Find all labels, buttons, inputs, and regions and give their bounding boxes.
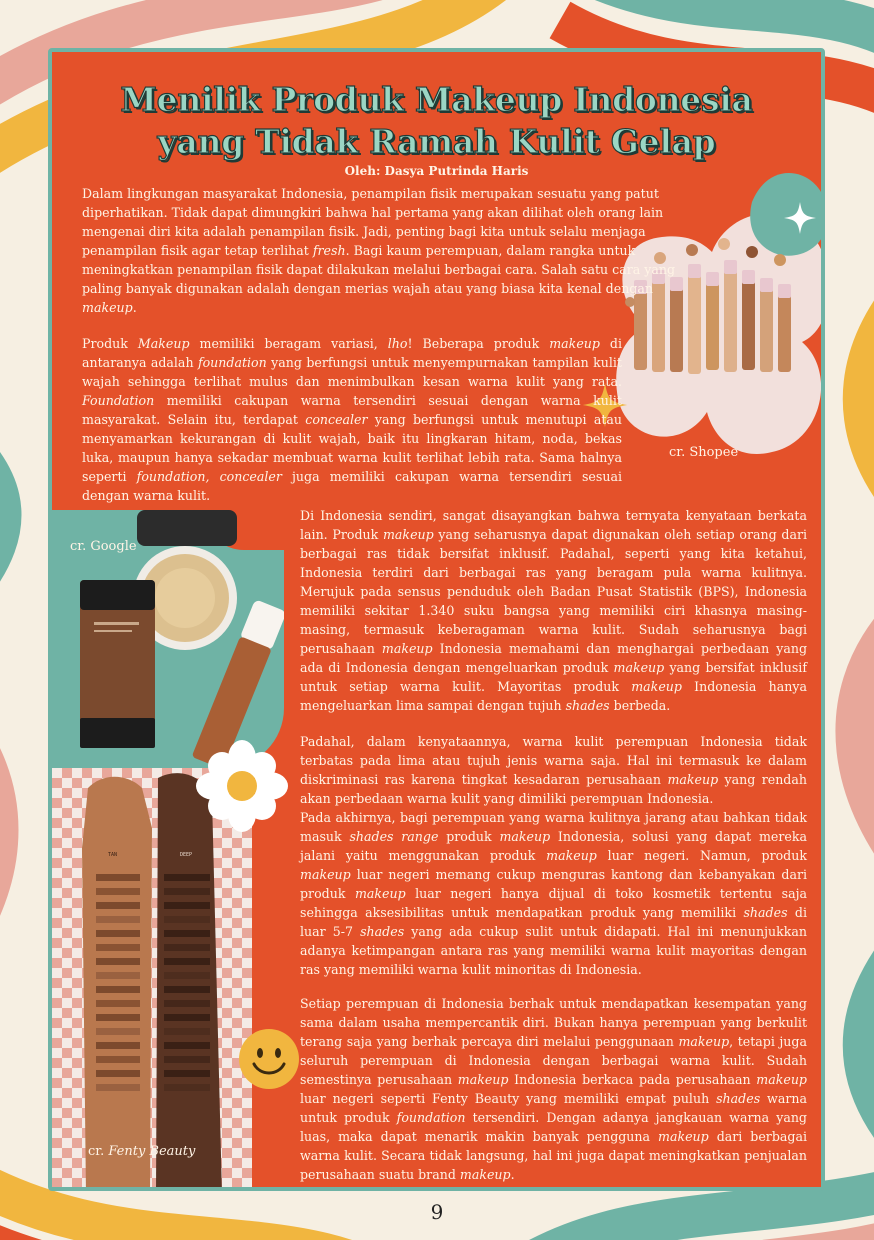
paragraph-indonesia: Di Indonesia sendiri, sangat disayangkan bahwa ternyata kenyataan berkata lain. Produk makeup yang seharusnya dapat digunakan oleh setiap orang dari berbagai ras tidak bersifat inklusif. Padahal, seperti yang kita ketahui, Indonesia terdiri dari berbagai ras yang beragam pula warna kulitnya. Merujuk pada sensus penduduk oleh Badan Pusat Statistik (BPS), Indonesia memiliki sekitar 1.340 suku bangsa yang memiliki ciri khasnya masing-masing, termasuk keberagaman warna kulit. Sudah seharusnya bagi perusahaan makeup Indonesia memahami dan menghargai perbedaan yang ada di Indonesia dengan mengeluarkan produk makeup yang bersifat inklusif untuk setiap warna kulit. Mayoritas produk makeup Indonesia hanya mengeluarkan lima sampai dengan tujuh shades berbeda. <box>300 508 808 713</box>
credit-fenty-prefix: cr. <box>88 1144 109 1159</box>
smiley-icon <box>238 1028 300 1090</box>
headline-line-1: Menilik Produk Makeup Indonesia <box>120 80 753 119</box>
paragraph-intro: Dalam lingkungan masyarakat Indonesia, penampilan fisik merupakan sesuatu yang patut diperhatikan. Tidak dapat dimungkiri bahwa hal pertama yang akan dilihat oleh orang lain mengenai diri kita adalah penampilan fisik. Jadi, penting bagi kita untuk selalu menjaga penampilan fisik agar tetap terlihat fresh. Bagi kaum perempuan, dalam rangka untuk meningkatkan penampilan fisik dapat dilakukan melalui berbagai cara. Salah satu cara yang paling banyak digunakan adalah dengan merias wajah atau yang biasa kita kenal dengan makeup. <box>82 186 676 315</box>
credit-shopee: cr. Shopee <box>669 445 739 460</box>
credit-fenty <box>88 1144 195 1159</box>
credit-fenty-name: Fenty Beauty <box>108 1144 196 1159</box>
paragraph-conclusion: Setiap perempuan di Indonesia berhak untuk mendapatkan kesempatan yang sama dalam usaha mempercantik diri. Bukan hanya perempuan yang berkulit terang saja yang berhak percaya diri melalui penggunaan makeup, tetapi juga seluruh perempuan di Indonesia dengan berbagai warna kulit. Sudah semestinya perusahaan makeup Indonesia berkaca pada perusahaan makeup luar negeri seperti Fenty Beauty yang memiliki empat puluh shades warna untuk produk foundation tersendiri. Dengan adanya jangkauan warna yang luas, maka dapat menarik makin banyak pengguna makeup dari berbagai warna kulit. Secara tidak langsung, hal ini juga dapat meningkatkan penjualan perusahaan suatu brand makeup. <box>300 996 807 1182</box>
flower-icon <box>194 738 290 834</box>
paragraph-discrimination: Padahal, dalam kenyataannya, warna kulit perempuan Indonesia tidak terbatas pada lima atau tujuh jenis warna saja. Hal ini termasuk ke dalam diskriminasi ras karena tingkat kesadaran perusahaan makeup yang rendah akan perbedaan warna kulit yang dimiliki perempuan Indonesia. Pada akhirnya, bagi perempuan yang warna kulitnya jarang atau bahkan tidak masuk shades range produk makeup Indonesia, solusi yang dapat mereka jalani yaitu menggunakan produk makeup luar negeri. Namun, produk makeup luar negeri memang cukup menguras kantong dan kebanyakan dari produk makeup luar negeri hanya dijual di toko kosmetik tertentu saja sehingga aksesibilitas untuk mendapatkan produk yang memiliki shades di luar 5-7 shades yang ada cukup sulit untuk didapati. Hal ini menunjukkan adanya ketimpangan antara ras yang memiliki warna kulit mayoritas dengan ras yang memiliki warna kulit minoritas di Indonesia. <box>300 734 807 977</box>
swatch-label-deep: DEEP <box>180 852 193 858</box>
sparkle-icon <box>782 200 818 236</box>
byline: Oleh: Dasya Putrinda Haris <box>344 164 529 178</box>
article-panel <box>48 48 825 1191</box>
page-number: 9 <box>430 1200 444 1224</box>
swatch-label-tan: TAN <box>108 852 118 858</box>
credit-google: cr. Google <box>70 539 137 554</box>
headline-line-2: yang Tidak Ramah Kulit Gelap <box>157 122 716 161</box>
paragraph-products: Produk Makeup memiliki beragam variasi, lho! Beberapa produk makeup di antaranya adalah foundation yang berfungsi untuk menyempurnakan tampilan kulit wajah sehingga terlihat mulus dan menimbulkan kesan warna kulit yang rata. Foundation memiliki cakupan warna tersendiri sesuai dengan warna kulit masyarakat. Selain itu, terdapat concealer yang berfungsi untuk menutupi atau menyamarkan kekurangan di kulit wajah, baik itu lingkaran hitam, noda, bekas luka, maupun hanya sekadar membuat warna kulit terlihat lebih rata. Sama halnya seperti foundation, concealer juga memiliki cakupan warna tersendiri sesuai dengan warna kulit. <box>82 336 623 503</box>
